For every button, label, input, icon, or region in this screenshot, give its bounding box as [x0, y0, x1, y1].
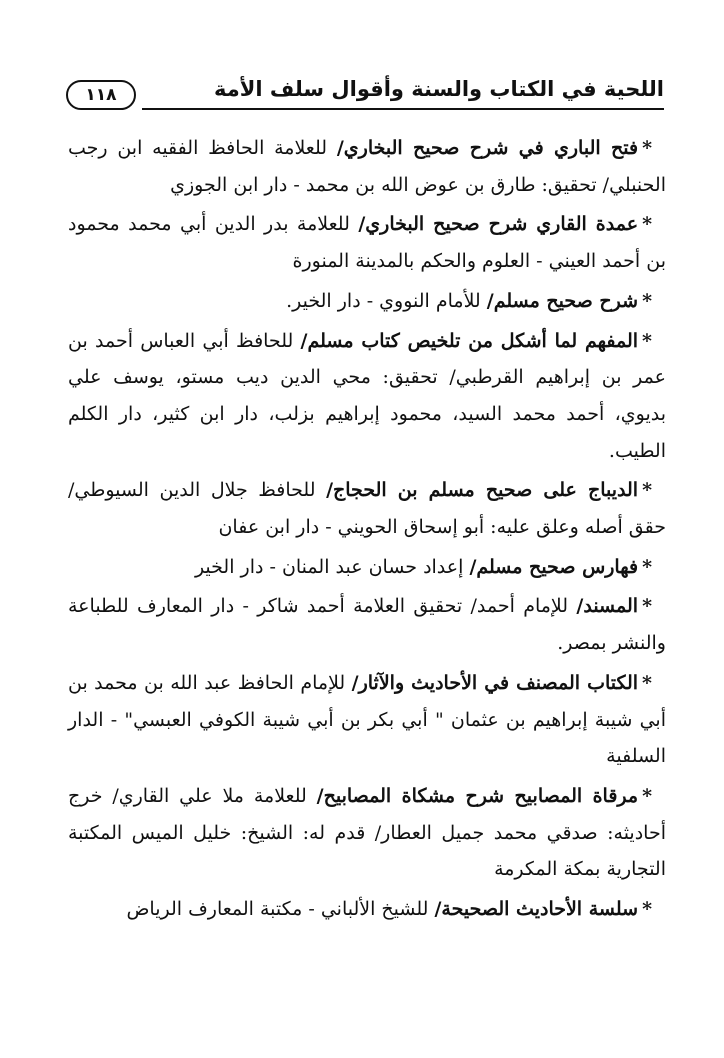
bibliography-entry-10 — [68, 891, 666, 928]
bibliography-entry-7 — [68, 588, 666, 661]
bibliography-list — [68, 130, 666, 931]
bullet-star: * — [642, 213, 652, 236]
bullet-star: * — [642, 329, 652, 352]
entry-details: للعلامة الحافظ الفقيه ابن رجب الحنبلي/ تحقيق: طارق بن عوض الله بن محمد - دار ابن الجوزي — [68, 137, 666, 196]
running-title: اللحية في الكتاب والسنة وأقوال سلف الأمة — [213, 77, 664, 101]
bullet-star: * — [642, 555, 652, 578]
bullet-star: * — [642, 784, 653, 807]
bullet-star: * — [642, 898, 652, 921]
entry-details: للحافظ جلال الدين السيوطي/ حقق أصله وعلق عليه: أبو إسحاق الحويني - دار ابن عفان — [68, 479, 666, 539]
bibliography-entry-2 — [68, 206, 666, 279]
bibliography-entry-5 — [68, 472, 666, 545]
entry-title: شرح صحيح مسلم/ — [486, 289, 639, 312]
bibliography-entry-9 — [68, 778, 666, 888]
entry-title: الديباج على صحيح مسلم بن الحجاج/ — [326, 479, 639, 502]
bullet-star: * — [642, 595, 652, 618]
bullet-star: * — [642, 137, 652, 159]
entry-details: للإمام أحمد/ تحقيق العلامة أحمد شاكر - دار المعارف للطباعة والنشر بمصر. — [68, 595, 666, 655]
entry-title: مرقاة المصابيح شرح مشكاة المصابيح/ — [316, 784, 639, 807]
entry-title: سلسة الأحاديث الصحيحة/ — [434, 898, 639, 921]
bullet-star: * — [642, 289, 652, 312]
entry-details: للشيخ الألباني - مكتبة المعارف الرياض — [126, 898, 435, 921]
bibliography-entry-3 — [68, 283, 666, 320]
entry-details: للعلامة بدر الدين أبي محمد محمود بن أحمد العيني - العلوم والحكم بالمدينة المنورة — [68, 213, 666, 273]
bullet-star: * — [642, 671, 652, 694]
entry-title: فتح الباري في شرح صحيح البخاري/ — [336, 137, 639, 159]
entry-details: للأمام النووي - دار الخير. — [286, 289, 487, 312]
entry-details: للحافظ أبي العباس أحمد بن عمر بن إبراهيم القرطبي/ تحقيق: محي الدين ديب مستو، يوسف علي بديوي، أحمد محمد السيد، محمود إبراهيم بزلب، دار ابن كثير، دار الكلم الطيب. — [68, 329, 666, 462]
page-number: ١١٨ — [66, 80, 136, 110]
entry-title: عمدة القاري شرح صحيح البخاري/ — [358, 213, 639, 236]
entry-title: المسند/ — [576, 595, 639, 618]
bibliography-entry-4 — [68, 323, 666, 470]
entry-details: للعلامة ملا علي القاري/ خرج أحاديثه: صدقي محمد جميل العطار/ قدم له: الشيخ: خليل الميس المكتبة التجارية بمكة المكرمة — [68, 784, 666, 881]
entry-details: للإمام الحافظ عبد الله بن محمد بن أبي شيبة إبراهيم بن عثمان " أبي بكر بن أبي شيبة الكوفي العبسي" - الدار السلفية — [68, 671, 666, 768]
entry-title: فهارس صحيح مسلم/ — [469, 555, 639, 578]
page-header — [56, 68, 664, 120]
entry-title: المفهم لما أشكل من تلخيص كتاب مسلم/ — [300, 329, 639, 352]
header-rule — [142, 108, 664, 110]
bibliography-entry-1 — [68, 130, 666, 203]
entry-title: الكتاب المصنف في الأحاديث والآثار/ — [351, 671, 639, 694]
bibliography-entry-6 — [68, 549, 666, 586]
bibliography-entry-8 — [68, 665, 666, 775]
entry-details: إعداد حسان عبد المنان - دار الخير — [194, 555, 470, 578]
bullet-star: * — [642, 479, 653, 502]
